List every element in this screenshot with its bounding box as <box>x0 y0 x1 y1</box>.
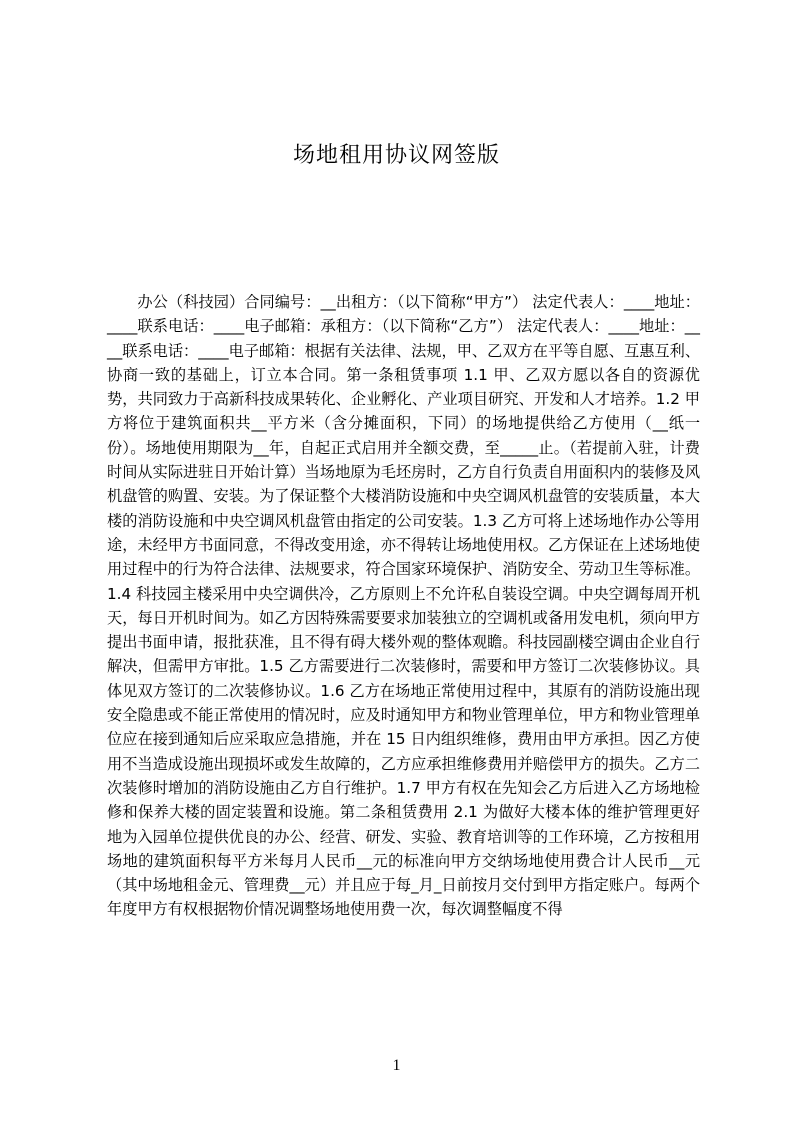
page-number: 1 <box>392 1057 401 1074</box>
document-title: 场地租用协议网签版 <box>292 143 500 168</box>
contract-body-paragraph: 办公（科技园）合同编号：__出租方：（以下简称“甲方”） 法定代表人：____地址：____联系电话：____电子邮箱：承租方：（以下简称“乙方”） 法定代表人：____地址：____联系电话：____电子邮箱：根据有关法律、法规，甲、乙双方在平等自愿、互惠互利、协商一致的基础上，订立本合同。第一条租赁事项 1.1 甲、乙双方愿以各自的资源优势，共同致力于高新科技成果转化、企业孵化、产业项目研究、开发和人才培养。1.2 甲方将位于建筑面积共__平方米（含分摊面积，下同）的场地提供给乙方使用（__纸一份）。场地使用期限为__年，自起正式启用并全额交费，至_____止。（若提前入驻，计费时间从实际进驻日开始计算）当场地原为毛坯房时，乙方自行负责自用面积内的装修及风机盘管的购置、安装。为了保证整个大楼消防设施和中央空调风机盘管的安装质量，本大楼的消防设施和中央空调风机盘管由指定的公司安装。1.3 乙方可将上述场地作办公等用途，未经甲方书面同意，不得改变用途，亦不得转让场地使用权。乙方保证在上述场地使用过程中的行为符合法律、法规要求，符合国家环境保护、消防安全、劳动卫生等标准。1.4 科技园主楼采用中央空调供冷，乙方原则上不允许私自装设空调。中央空调每周开机天，每日开机时间为。如乙方因特殊需要要求加装独立的空调机或备用发电机，须向甲方提出书面申请，报批获准，且不得有碍大楼外观的整体观瞻。科技园副楼空调由企业自行解决，但需甲方审批。1.5 乙方需要进行二次装修时，需要和甲方签订二次装修协议。具体见双方签订的二次装修协议。1.6 乙方在场地正常使用过程中，其原有的消防设施出现安全隐患或不能正常使用的情况时，应及时通知甲方和物业管理单位，甲方和物业管理单位应在接到通知后应采取应急措施，并在 15 日内组织维修，费用由甲方承担。因乙方使用不当造成设施出现损坏或发生故障的，乙方应承担维修费用并赔偿甲方的损失。乙方二次装修时增加的消防设施由乙方自行维护。1.7 甲方有权在先知会乙方后进入乙方场地检修和保养大楼的固定装置和设施。第二条租赁费用 2.1 为做好大楼本体的维护管理更好地为入园单位提供优良的办公、经营、研发、实验、教育培训等的工作环境，乙方按租用场地的建筑面积每平方米每月人民币__元的标准向甲方交纳场地使用费合计人民币__元（其中场地租金元、管理费__元）并且应于每_月_日前按月交付到甲方指定账户。每两个年度甲方有权根据物价情况调整场地使用费一次，每次调整幅度不得 <box>107 293 700 919</box>
